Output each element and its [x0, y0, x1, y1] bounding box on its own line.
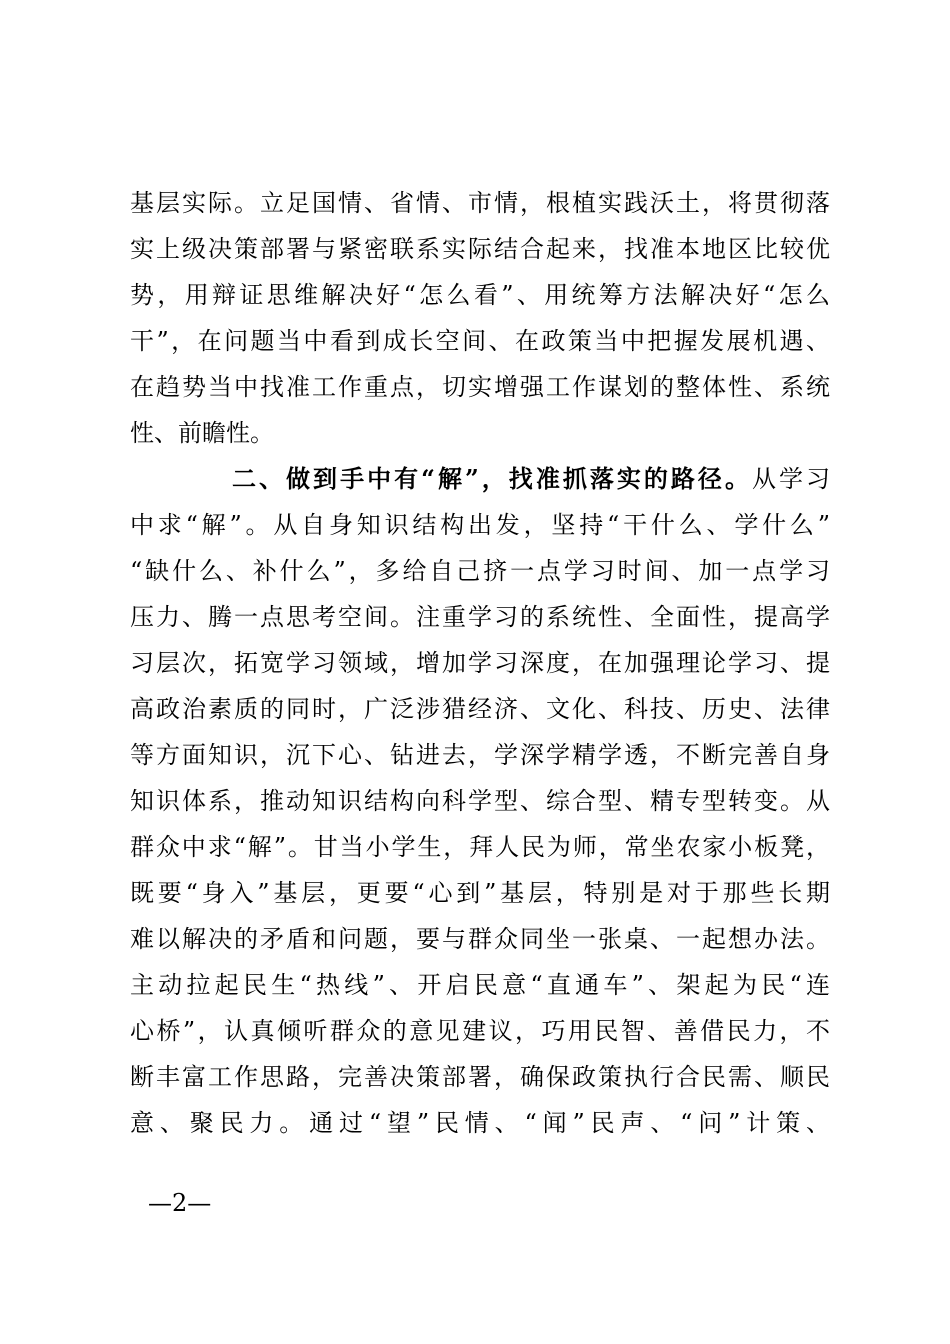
text-line: 心桥”，认真倾听群众的意见建议，巧用民智、善借民力，不 — [130, 1017, 830, 1045]
text-line: 在趋势当中找准工作重点，切实增强工作谋划的整体性、系统 — [130, 373, 830, 401]
text-line: 压力、腾一点思考空间。注重学习的系统性、全面性，提高学 — [130, 603, 830, 631]
paragraph-continuation — [130, 180, 830, 456]
body-text — [130, 180, 830, 1146]
text-line: 干”，在问题当中看到成长空间、在政策当中把握发展机遇、 — [130, 327, 830, 355]
text-line: 高政治素质的同时，广泛涉猎经济、文化、科技、历史、法律 — [130, 695, 830, 723]
text-line: 主动拉起民生“热线”、开启民意“直通车”、架起为民“连 — [130, 971, 830, 999]
text-line: 意、聚民力。通过“望”民情、“闻”民声、“问”计策、 — [130, 1109, 830, 1137]
text-line: 既要“身入”基层，更要“心到”基层，特别是对于那些长期 — [130, 879, 830, 907]
text-line: 性、前瞻性。 — [130, 419, 274, 447]
text-line: 群众中求“解”。甘当小学生，拜人民为师，常坐农家小板凳， — [130, 833, 830, 861]
section-heading-line — [130, 456, 830, 502]
text-line: 习层次，拓宽学习领域，增加学习深度，在加强理论学习、提 — [130, 649, 830, 677]
text-line: 势，用辩证思维解决好“怎么看”、用统筹方法解决好“怎么 — [130, 281, 830, 309]
text-line: 难以解决的矛盾和问题，要与群众同坐一张桌、一起想办法。 — [130, 925, 830, 953]
text-line: 基层实际。立足国情、省情、市情，根植实践沃土，将贯彻落 — [130, 189, 830, 217]
paragraph-section-two — [130, 456, 830, 1146]
text-line: 实上级决策部署与紧密联系实际结合起来，找准本地区比较优 — [130, 235, 830, 263]
text-line: 断丰富工作思路，完善决策部署，确保政策执行合民需、顺民 — [130, 1063, 830, 1091]
section-heading: 二、做到手中有“解”，找准抓落实的路径。 — [232, 464, 752, 493]
text-line: 中求“解”。从自身知识结构出发，坚持“干什么、学什么” — [130, 511, 830, 539]
heading-line-rest: 从学习 — [751, 465, 831, 493]
text-line: 等方面知识，沉下心、钻进去，学深学精学透，不断完善自身 — [130, 741, 830, 769]
page-number: —2— — [148, 1189, 212, 1217]
text-line: “缺什么、补什么”，多给自己挤一点学习时间、加一点学习 — [130, 557, 830, 585]
text-line: 知识体系，推动知识结构向科学型、综合型、精专型转变。从 — [130, 787, 830, 815]
